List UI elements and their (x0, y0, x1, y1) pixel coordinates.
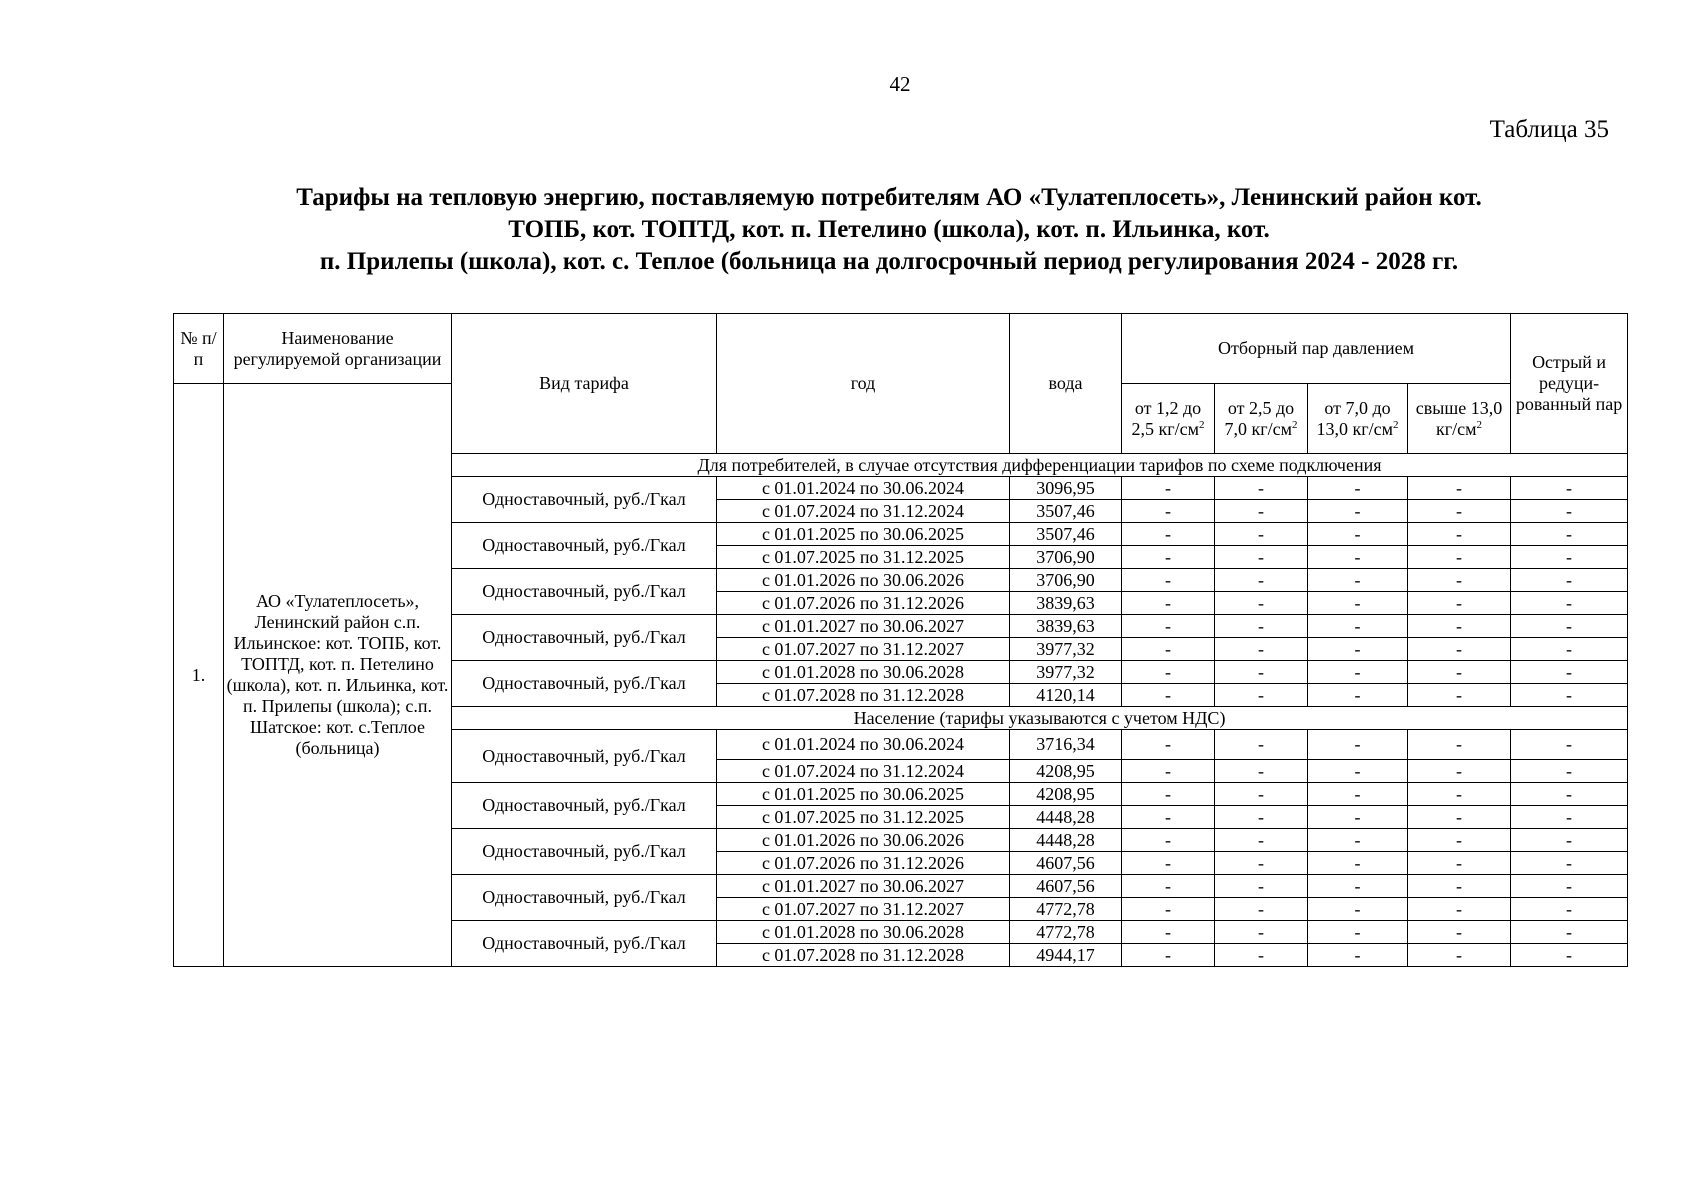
empty-value-cell: - (1122, 783, 1215, 806)
empty-value-cell: - (1308, 546, 1408, 569)
empty-value-cell: - (1511, 546, 1628, 569)
empty-value-cell: - (1215, 500, 1308, 523)
period-cell: с 01.01.2028 по 30.06.2028 (717, 661, 1010, 684)
empty-value-cell: - (1215, 661, 1308, 684)
steam-range: от 2,5 до 7,0 (1224, 397, 1295, 439)
steam-range: от 1,2 до 2,5 (1131, 397, 1202, 439)
empty-value-cell: - (1215, 684, 1308, 707)
empty-value-cell: - (1308, 921, 1408, 944)
empty-value-cell: - (1408, 500, 1511, 523)
empty-value-cell: - (1408, 546, 1511, 569)
empty-value-cell: - (1308, 806, 1408, 829)
header-tariff-type: Вид тарифа (452, 314, 717, 454)
empty-value-cell: - (1511, 638, 1628, 661)
unit-sup: 2 (1199, 418, 1205, 431)
empty-value-cell: - (1308, 898, 1408, 921)
empty-value-cell: - (1511, 760, 1628, 783)
empty-value-cell: - (1511, 661, 1628, 684)
water-tariff-cell: 3977,32 (1010, 638, 1122, 661)
water-tariff-cell: 4772,78 (1010, 921, 1122, 944)
tariff-type: Одноставочный, руб./Гкал (452, 661, 717, 707)
empty-value-cell: - (1122, 638, 1215, 661)
unit-base: кг/см (1436, 418, 1477, 439)
empty-value-cell: - (1408, 477, 1511, 500)
water-tariff-cell: 3977,32 (1010, 661, 1122, 684)
empty-value-cell: - (1408, 592, 1511, 615)
empty-value-cell: - (1215, 615, 1308, 638)
tariff-type: Одноставочный, руб./Гкал (452, 730, 717, 783)
empty-value-cell: - (1122, 921, 1215, 944)
empty-value-cell: - (1408, 684, 1511, 707)
empty-value-cell: - (1308, 477, 1408, 500)
header-org: Наименование регулируемой организации (224, 314, 452, 384)
empty-value-cell: - (1308, 783, 1408, 806)
period-cell: с 01.01.2026 по 30.06.2026 (717, 829, 1010, 852)
header-steam-group: Отборный пар давлением (1122, 314, 1511, 384)
empty-value-cell: - (1511, 852, 1628, 875)
period-cell: с 01.01.2024 по 30.06.2024 (717, 477, 1010, 500)
unit-sup: 2 (1476, 418, 1483, 431)
title-line: Тарифы на тепловую энергию, поставляемую потребителям АО «Тулатеплосеть», Ленинский район кот. (296, 184, 1482, 211)
header-year: год (717, 314, 1010, 454)
title-line: ТОПБ, кот. ТОПТД, кот. п. Петелино (школа), кот. п. Ильинка, кот. (508, 216, 1270, 243)
organization-name: АО «Тулатеплосеть», Ленинский район с.п. Ильинское: кот. ТОПБ, кот. ТОПТД, кот. п. Петелино (школа), кот. п. Ильинка, кот. п. Прилепы (школа); с.п. Шатское: кот. с.Теплое (больница) (224, 384, 452, 967)
empty-value-cell: - (1408, 921, 1511, 944)
pressure-unit (1352, 419, 1398, 439)
empty-value-cell: - (1408, 783, 1511, 806)
empty-value-cell: - (1122, 500, 1215, 523)
empty-value-cell: - (1408, 806, 1511, 829)
empty-value-cell: - (1215, 638, 1308, 661)
empty-value-cell: - (1122, 760, 1215, 783)
unit-base: кг/см (1251, 418, 1292, 439)
empty-value-cell: - (1308, 760, 1408, 783)
empty-value-cell: - (1511, 898, 1628, 921)
empty-value-cell: - (1408, 569, 1511, 592)
water-tariff-cell: 4944,17 (1010, 944, 1122, 967)
tariff-type: Одноставочный, руб./Гкал (452, 523, 717, 569)
empty-value-cell: - (1408, 730, 1511, 760)
water-tariff-cell: 3839,63 (1010, 615, 1122, 638)
empty-value-cell: - (1215, 898, 1308, 921)
steam-range: от 7,0 до 13,0 (1316, 397, 1391, 439)
empty-value-cell: - (1308, 592, 1408, 615)
water-tariff-cell: 3839,63 (1010, 592, 1122, 615)
empty-value-cell: - (1122, 592, 1215, 615)
empty-value-cell: - (1215, 829, 1308, 852)
period-cell: с 01.01.2025 по 30.06.2025 (717, 783, 1010, 806)
tariff-type: Одноставочный, руб./Гкал (452, 615, 717, 661)
period-cell: с 01.01.2027 по 30.06.2027 (717, 875, 1010, 898)
page-number: 42 (889, 72, 911, 96)
empty-value-cell: - (1511, 615, 1628, 638)
water-tariff-cell: 4448,28 (1010, 829, 1122, 852)
water-tariff-cell: 3507,46 (1010, 523, 1122, 546)
header-num: № п/п (174, 314, 224, 384)
water-tariff-cell: 3706,90 (1010, 546, 1122, 569)
empty-value-cell: - (1511, 569, 1628, 592)
header-steam-2 (1215, 384, 1308, 454)
empty-value-cell: - (1215, 760, 1308, 783)
period-cell: с 01.01.2027 по 30.06.2027 (717, 615, 1010, 638)
period-cell: с 01.07.2025 по 31.12.2025 (717, 546, 1010, 569)
water-tariff-cell: 4607,56 (1010, 852, 1122, 875)
water-tariff-cell: 4208,95 (1010, 783, 1122, 806)
empty-value-cell: - (1122, 898, 1215, 921)
tariff-type: Одноставочный, руб./Гкал (452, 477, 717, 523)
tariff-type: Одноставочный, руб./Гкал (452, 569, 717, 615)
empty-value-cell: - (1122, 615, 1215, 638)
empty-value-cell: - (1308, 638, 1408, 661)
section-title: Население (тарифы указываются с учетом НДС) (452, 707, 1628, 730)
empty-value-cell: - (1215, 921, 1308, 944)
water-tariff-cell: 4448,28 (1010, 806, 1122, 829)
title-line: п. Прилепы (школа), кот. с. Теплое (больница на долгосрочный период регулирования 2024 - 2028 гг. (319, 248, 1459, 275)
water-tariff-cell: 4208,95 (1010, 760, 1122, 783)
period-cell: с 01.07.2027 по 31.12.2027 (717, 898, 1010, 921)
empty-value-cell: - (1308, 500, 1408, 523)
unit-sup: 2 (1292, 418, 1298, 431)
water-tariff-cell: 3706,90 (1010, 569, 1122, 592)
empty-value-cell: - (1408, 661, 1511, 684)
empty-value-cell: - (1511, 730, 1628, 760)
period-cell: с 01.01.2025 по 30.06.2025 (717, 523, 1010, 546)
empty-value-cell: - (1122, 569, 1215, 592)
empty-value-cell: - (1215, 546, 1308, 569)
empty-value-cell: - (1215, 569, 1308, 592)
period-cell: с 01.07.2028 по 31.12.2028 (717, 944, 1010, 967)
period-cell: с 01.07.2025 по 31.12.2025 (717, 806, 1010, 829)
empty-value-cell: - (1308, 523, 1408, 546)
empty-value-cell: - (1308, 661, 1408, 684)
empty-value-cell: - (1215, 477, 1308, 500)
empty-value-cell: - (1215, 944, 1308, 967)
empty-value-cell: - (1215, 592, 1308, 615)
period-cell: с 01.01.2028 по 30.06.2028 (717, 921, 1010, 944)
empty-value-cell: - (1122, 684, 1215, 707)
empty-value-cell: - (1408, 829, 1511, 852)
empty-value-cell: - (1408, 523, 1511, 546)
empty-value-cell: - (1308, 730, 1408, 760)
empty-value-cell: - (1308, 944, 1408, 967)
header-steam-1 (1122, 384, 1215, 454)
empty-value-cell: - (1408, 898, 1511, 921)
period-cell: с 01.01.2026 по 30.06.2026 (717, 569, 1010, 592)
empty-value-cell: - (1215, 875, 1308, 898)
empty-value-cell: - (1215, 783, 1308, 806)
water-tariff-cell: 4607,56 (1010, 875, 1122, 898)
empty-value-cell: - (1511, 523, 1628, 546)
header-steam-4 (1408, 384, 1511, 454)
empty-value-cell: - (1408, 944, 1511, 967)
empty-value-cell: - (1122, 730, 1215, 760)
empty-value-cell: - (1122, 852, 1215, 875)
period-cell: с 01.07.2026 по 31.12.2026 (717, 852, 1010, 875)
empty-value-cell: - (1408, 615, 1511, 638)
empty-value-cell: - (1308, 569, 1408, 592)
unit-base: кг/см (1352, 418, 1393, 439)
table-caption: Таблица 35 (1489, 116, 1609, 143)
empty-value-cell: - (1408, 638, 1511, 661)
empty-value-cell: - (1122, 944, 1215, 967)
empty-value-cell: - (1511, 829, 1628, 852)
empty-value-cell: - (1408, 852, 1511, 875)
steam-range: свыше 13,0 (1415, 397, 1503, 418)
empty-value-cell: - (1122, 806, 1215, 829)
empty-value-cell: - (1122, 661, 1215, 684)
empty-value-cell: - (1308, 829, 1408, 852)
header-steam-3 (1308, 384, 1408, 454)
period-cell: с 01.07.2027 по 31.12.2027 (717, 638, 1010, 661)
water-tariff-cell: 3507,46 (1010, 500, 1122, 523)
water-tariff-cell: 4772,78 (1010, 898, 1122, 921)
empty-value-cell: - (1308, 684, 1408, 707)
pressure-unit (1158, 419, 1204, 439)
tariff-type: Одноставочный, руб./Гкал (452, 921, 717, 967)
empty-value-cell: - (1511, 921, 1628, 944)
empty-value-cell: - (1122, 546, 1215, 569)
period-cell: с 01.07.2024 по 31.12.2024 (717, 500, 1010, 523)
empty-value-cell: - (1511, 806, 1628, 829)
pressure-unit (1436, 419, 1482, 439)
empty-value-cell: - (1511, 592, 1628, 615)
empty-value-cell: - (1308, 875, 1408, 898)
section-title: Для потребителей, в случае отсутствия дифференциации тарифов по схеме подключения (452, 454, 1628, 477)
empty-value-cell: - (1511, 875, 1628, 898)
pressure-unit (1251, 419, 1297, 439)
period-cell: с 01.07.2028 по 31.12.2028 (717, 684, 1010, 707)
empty-value-cell: - (1122, 875, 1215, 898)
empty-value-cell: - (1511, 500, 1628, 523)
period-cell: с 01.01.2024 по 30.06.2024 (717, 730, 1010, 760)
period-cell: с 01.07.2026 по 31.12.2026 (717, 592, 1010, 615)
unit-base: кг/см (1158, 418, 1199, 439)
empty-value-cell: - (1308, 615, 1408, 638)
empty-value-cell: - (1122, 523, 1215, 546)
tariff-type: Одноставочный, руб./Гкал (452, 829, 717, 875)
water-tariff-cell: 3096,95 (1010, 477, 1122, 500)
water-tariff-cell: 4120,14 (1010, 684, 1122, 707)
empty-value-cell: - (1511, 684, 1628, 707)
empty-value-cell: - (1511, 477, 1628, 500)
empty-value-cell: - (1122, 477, 1215, 500)
row-number: 1. (174, 384, 224, 967)
empty-value-cell: - (1511, 783, 1628, 806)
water-tariff-cell: 3716,34 (1010, 730, 1122, 760)
empty-value-cell: - (1215, 523, 1308, 546)
unit-sup: 2 (1393, 418, 1399, 431)
empty-value-cell: - (1215, 852, 1308, 875)
tariff-type: Одноставочный, руб./Гкал (452, 783, 717, 829)
empty-value-cell: - (1408, 875, 1511, 898)
empty-value-cell: - (1408, 760, 1511, 783)
header-sharp-steam: Острый и редуци-рованный пар (1511, 314, 1628, 454)
header-water: вода (1010, 314, 1122, 454)
empty-value-cell: - (1122, 829, 1215, 852)
period-cell: с 01.07.2024 по 31.12.2024 (717, 760, 1010, 783)
empty-value-cell: - (1308, 852, 1408, 875)
tariff-type: Одноставочный, руб./Гкал (452, 875, 717, 921)
empty-value-cell: - (1215, 730, 1308, 760)
empty-value-cell: - (1511, 944, 1628, 967)
empty-value-cell: - (1215, 806, 1308, 829)
tariff-table (173, 313, 1628, 967)
document-title (160, 182, 1618, 278)
